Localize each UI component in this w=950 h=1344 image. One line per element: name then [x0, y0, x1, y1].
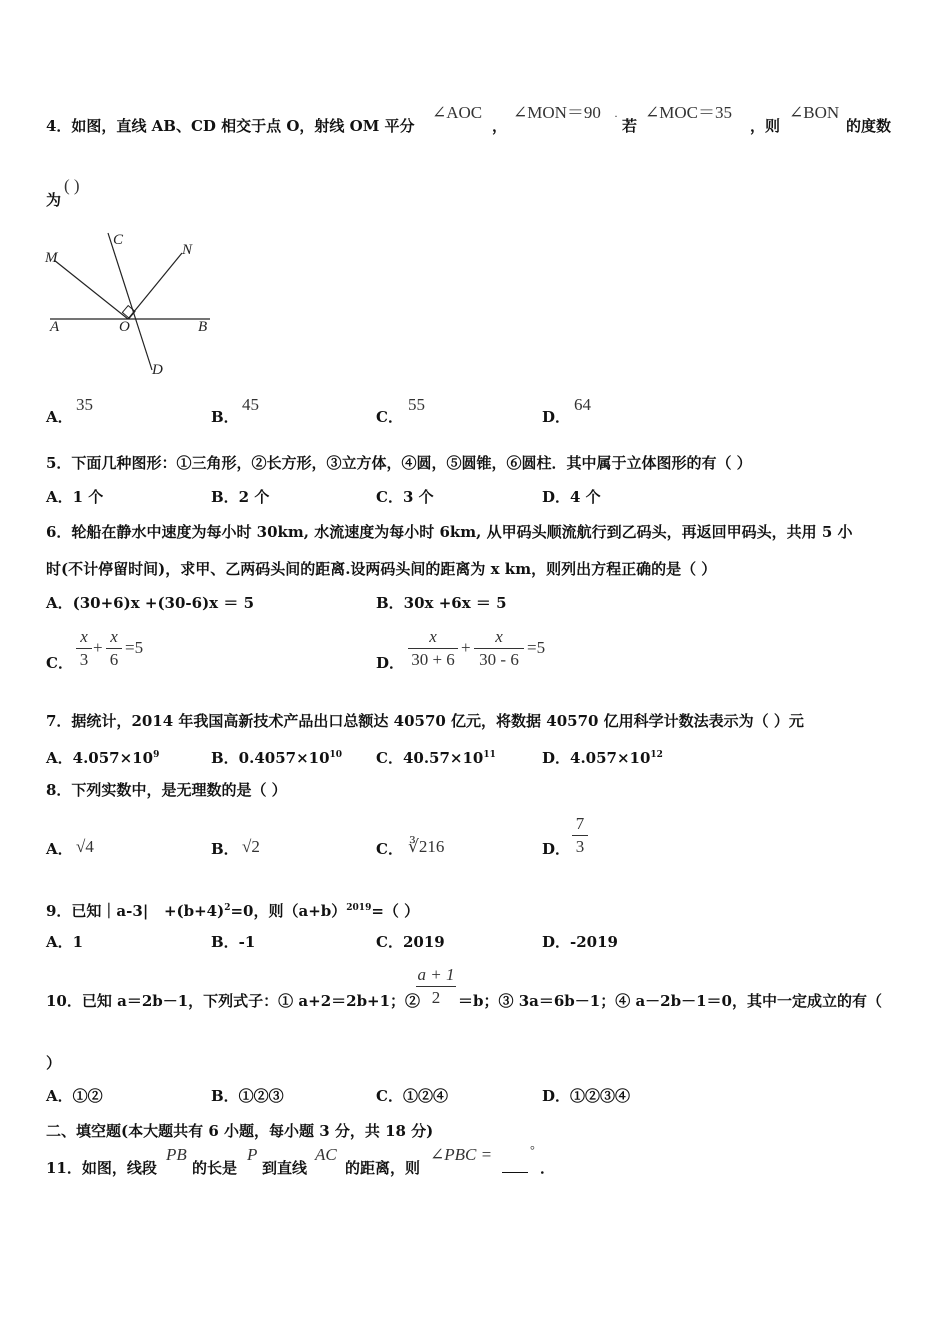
q9-option-a: A．1	[46, 933, 84, 951]
q10-text-c: ）	[46, 1054, 62, 1072]
q7-option-a: A．$4.057\times 10^9$	[46, 749, 160, 767]
q4-text-b: ，则	[750, 117, 781, 135]
q4-math-mon: ∠MON＝90	[513, 103, 601, 122]
frac-numerator: x	[429, 627, 437, 646]
q11-math-ac: AC	[315, 1145, 337, 1164]
q6-option-d-frac1	[408, 627, 458, 670]
q10-option-a: A．①②	[46, 1087, 103, 1105]
frac-denominator: 6	[109, 650, 119, 669]
q9-option-c: C．2019	[376, 933, 445, 951]
q11-text-c: 到直线	[262, 1159, 308, 1177]
q10-option-c: C．①②④	[376, 1087, 448, 1105]
q6-option-c-eq: =5	[125, 638, 144, 657]
q8-option-d-fraction	[572, 814, 588, 857]
frac-numerator: x	[80, 627, 88, 646]
frac-numerator: 7	[575, 814, 585, 833]
q11-math-p: P	[247, 1145, 258, 1164]
q9-text: 9．已知｜a-3| $+(b+4)^2=0$，则$(a+b)^{2019}=$（ ）	[46, 902, 420, 920]
q10-text-b: ＝b；③ 3a＝6b－1；④ a－2b－1＝0，其中一定成立的有（	[458, 992, 882, 1010]
q7-text: 7．据统计，2014 年我国高新技术产品出口总额达 40570 亿元，将数据 40570 亿用科学计数法表示为（ ）元	[46, 712, 804, 730]
q6-line1: 6．轮船在静水中速度为每小时 30km, 水流速度为每小时 6km, 从甲码头顺流航行到乙码头，再返回甲码头，共用 5 小	[46, 523, 853, 541]
frac-numerator: x	[110, 627, 118, 646]
q5-option-c: C．3 个	[376, 488, 434, 506]
q8-option-b-label: B．	[211, 840, 239, 858]
q4-option-c-value: 55	[408, 395, 425, 414]
q10-option-b: B．①②③	[211, 1087, 284, 1105]
q6-option-b: B．30x +6x ＝ 5	[376, 594, 507, 612]
q6-option-a: A．(30+6)x +(30-6)x ＝ 5	[46, 594, 255, 612]
q4-dot: ·	[614, 109, 618, 123]
q11-end: ．	[540, 1159, 556, 1177]
frac-numerator: a + 1	[417, 965, 455, 984]
q11-math-pbc: ∠PBC =	[430, 1145, 493, 1164]
q6-option-c-frac2	[106, 627, 122, 670]
frac-denominator: 30 + 6	[411, 650, 455, 669]
q6-option-c-label: C．	[46, 654, 73, 672]
q6-option-c-frac1	[76, 627, 92, 670]
label-d: D	[152, 362, 163, 378]
q7-option-c: C．$40.57\times 10^{11}$	[376, 749, 496, 767]
label-o: O	[119, 319, 130, 335]
q9-option-d: D．-2019	[542, 933, 618, 951]
label-b: B	[198, 319, 208, 335]
q9-option-b: B．-1	[211, 933, 256, 951]
q5-option-a: A．1 个	[46, 488, 104, 506]
q4-option-a-value: 35	[76, 395, 93, 414]
q7-option-b: B．$0.4057\times 10^{10}$	[211, 749, 343, 767]
q5-text: 5．下面几种图形：①三角形，②长方形，③立方体，④圆，⑤圆锥，⑥圆柱．其中属于立体图形的有（ ）	[46, 454, 752, 472]
q8-text: 8．下列实数中，是无理数的是（ ）	[46, 781, 287, 799]
q4-option-d-value: 64	[574, 395, 591, 414]
q4-if: 若	[622, 117, 638, 135]
q4-text-a: 4．如图，直线 AB、CD 相交于点 O，射线 OM 平分	[46, 117, 415, 135]
q4-math-aoc: ∠AOC	[432, 103, 483, 122]
q11-text-d: 的距离，则	[345, 1159, 421, 1177]
q4-math-moc: ∠MOC＝35	[645, 103, 732, 122]
q4-option-b-value: 45	[242, 395, 259, 414]
q11-math-pb: PB	[166, 1145, 187, 1164]
q11-degree: °	[530, 1143, 535, 1157]
q4-angle-figure	[40, 228, 220, 383]
q10-option-d: D．①②③④	[542, 1087, 631, 1105]
frac-denominator: 30 - 6	[479, 650, 519, 669]
q4-sep: ，	[492, 117, 508, 135]
q7-option-d: D．$4.057\times 10^{12}$	[542, 749, 663, 767]
q8-option-c-value: ∛216	[408, 837, 445, 856]
q6-line2: 时(不计停留时间)，求甲、乙两码头间的距离.设两码头间的距离为 x km，则列出方程正确的是（ ）	[46, 560, 717, 578]
q10-text-a: 10．已知 a＝2b－1，下列式子：① a+2＝2b+1；②	[46, 992, 421, 1010]
q6-option-d-label: D．	[376, 654, 405, 672]
frac-denominator: 2	[431, 988, 441, 1007]
q5-option-b: B．2 个	[211, 488, 270, 506]
q11-text-b: 的长是	[192, 1159, 238, 1177]
q8-option-a-label: A．	[46, 840, 73, 858]
q8-option-a-value: √4	[76, 837, 94, 856]
frac-numerator: x	[495, 627, 503, 646]
q6-option-d-frac2	[474, 627, 524, 670]
q4-option-d-label: D．	[542, 408, 571, 426]
q4-math-bon: ∠BON	[789, 103, 840, 122]
section-2-title: 二、填空题(本大题共有 6 小题，每小题 3 分，共 18 分)	[46, 1122, 434, 1140]
q4-text-c: 的度数	[846, 117, 892, 135]
label-m: M	[45, 250, 58, 266]
frac-denominator: 3	[79, 650, 89, 669]
q4-paren: ( )	[64, 176, 80, 195]
q4-option-b-label: B．	[211, 408, 239, 426]
label-n: N	[182, 242, 193, 258]
q4-option-c-label: C．	[376, 408, 403, 426]
q11-answer-blank[interactable]	[502, 1158, 528, 1178]
q8-option-c-label: C．	[376, 840, 403, 858]
label-c: C	[113, 232, 124, 248]
ray-on	[128, 253, 182, 319]
line-cd	[108, 233, 152, 370]
label-a: A	[50, 319, 60, 335]
q11-text-a: 11．如图，线段	[46, 1159, 157, 1177]
ray-om	[54, 260, 128, 319]
q8-option-d-label: D．	[542, 840, 571, 858]
frac-denominator: 3	[575, 837, 585, 856]
q8-option-b-value: √2	[242, 837, 260, 856]
q6-option-d-eq: =5	[527, 638, 546, 657]
q10-fraction	[416, 965, 456, 1008]
q5-option-d: D．4 个	[542, 488, 601, 506]
q6-option-c-plus: +	[93, 638, 103, 657]
q4-option-a-label: A．	[46, 408, 73, 426]
q4-text-d: 为	[46, 191, 62, 209]
q6-option-d-plus: +	[461, 638, 471, 657]
